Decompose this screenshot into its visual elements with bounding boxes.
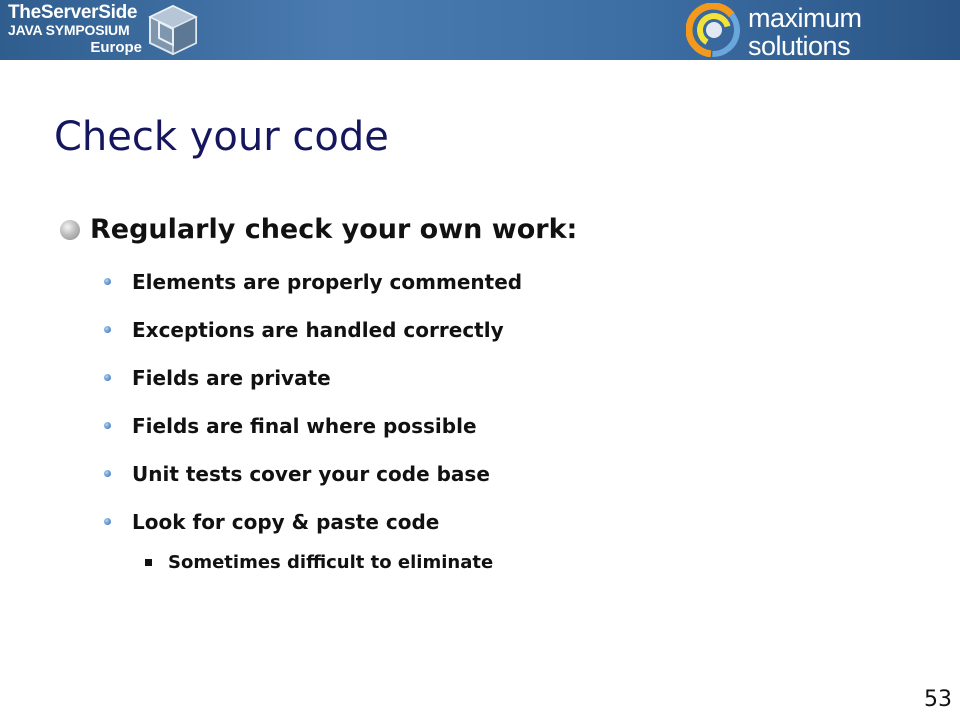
maximum-solutions-logo-text	[748, 4, 960, 80]
main-bullet-text: Regularly check your own work:	[90, 214, 578, 245]
slide-title: Check your code	[54, 114, 389, 160]
list-item-text: Elements are properly commented	[132, 270, 523, 294]
logo-line-1: TheServerSide	[8, 2, 138, 23]
list-item-text: Look for copy & paste code	[132, 510, 440, 534]
bullet-dot-icon	[104, 374, 111, 381]
sub-list-item-text: Sometimes difficult to eliminate	[168, 552, 494, 573]
page-number: 53	[924, 687, 952, 712]
bullet-dot-icon	[104, 518, 111, 525]
list-item-text: Fields are final where possible	[132, 414, 477, 438]
list-item-text: Unit tests cover your code base	[132, 462, 490, 486]
theserverside-logo	[8, 3, 148, 56]
bullet-dot-icon	[104, 326, 111, 333]
bullet-dot-icon	[104, 470, 111, 477]
list-item-text: Exceptions are handled correctly	[132, 318, 504, 342]
list-item-text: Fields are private	[132, 366, 331, 390]
bullet-dot-icon	[104, 422, 111, 429]
logo-tagline: java training	[816, 59, 922, 80]
square-bullet-icon	[145, 559, 152, 566]
logo-line-2: JAVA SYMPOSIUM	[8, 22, 130, 38]
cube-icon	[146, 2, 200, 58]
header-banner	[0, 0, 960, 80]
logo-company-name: maximum solutions	[748, 3, 862, 61]
maximum-solutions-swirl-icon	[686, 3, 742, 57]
bullet-dot-icon	[104, 278, 111, 285]
main-bullet-icon	[60, 220, 80, 240]
logo-line-3: Europe	[90, 39, 142, 56]
